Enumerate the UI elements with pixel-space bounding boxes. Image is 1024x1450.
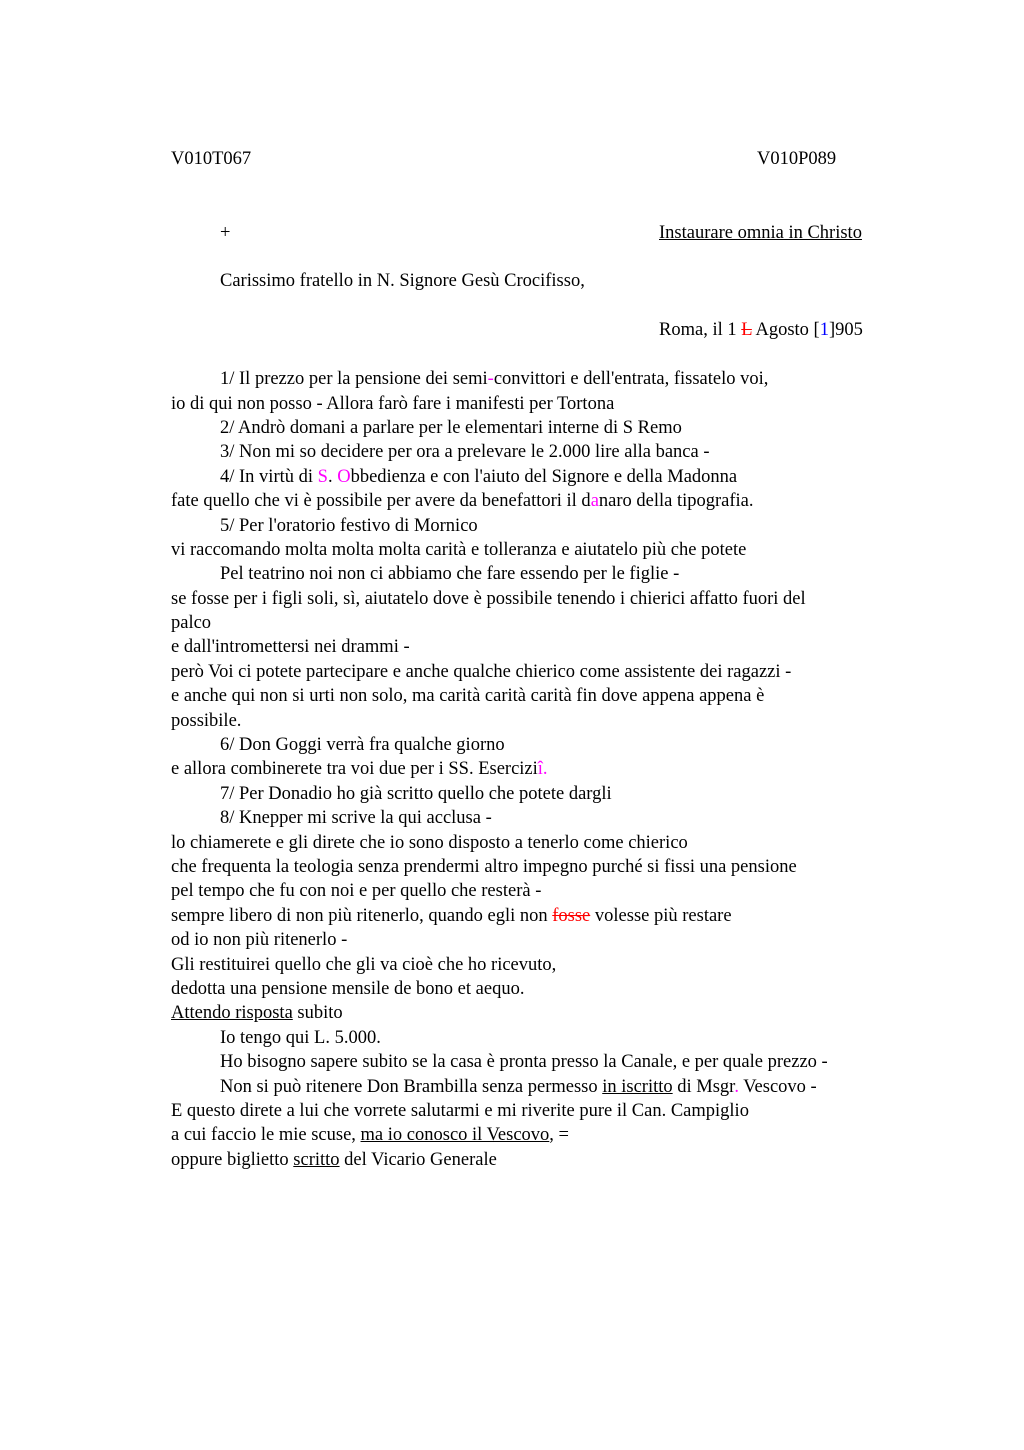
date-inserted: 1 — [819, 320, 829, 340]
body-line — [220, 468, 737, 487]
text-run: Vescovo - — [738, 1077, 817, 1097]
body-line: vi raccomando molta molta molta carità e tolleranza e aiutatelo più che potete — [171, 540, 747, 560]
body-line: 8/ Knepper mi scrive la qui acclusa - — [220, 808, 492, 828]
body-line — [220, 370, 768, 389]
body-line: Ho bisogno sapere subito se la casa è pronta presso la Canale, e per quale prezzo - — [220, 1052, 828, 1072]
body-line — [171, 1004, 343, 1023]
text-run: in iscritto — [602, 1077, 673, 1097]
text-run: a — [590, 491, 599, 511]
body-line: però Voi ci potete partecipare e anche qualche chierico come assistente dei ragazzi - — [171, 662, 792, 682]
text-run: di Msgr — [672, 1077, 735, 1097]
text-run: fate quello che vi è possibile per avere da benefattori il d — [171, 491, 591, 511]
archive-code-right: V010P089 — [757, 149, 837, 169]
text-run: subito — [292, 1003, 343, 1023]
archive-code-left: V010T067 — [171, 149, 252, 169]
cross-mark: + — [220, 223, 231, 243]
text-run: ma io conosco il Vescovo — [360, 1125, 550, 1145]
text-run: Non si può ritenere Don Brambilla senza permesso — [220, 1077, 603, 1097]
body-line: Pel teatrino noi non ci abbiamo che fare essendo per le figlie - — [220, 564, 680, 584]
body-line: Gli restituirei quello che gli va cioè che ho ricevuto, — [171, 955, 557, 975]
body-line: e dall'intromettersi nei drammi - — [171, 637, 410, 657]
body-line: lo chiamerete e gli direte che io sono disposto a tenerlo come chierico — [171, 833, 688, 853]
date-suffix: ]905 — [828, 320, 863, 340]
text-run: S — [317, 467, 328, 487]
body-line — [220, 1078, 817, 1097]
body-line: io di qui non posso - Allora farò fare i manifesti per Tortona — [171, 394, 615, 414]
text-run: sempre libero di non più ritenerlo, quando egli non — [171, 906, 553, 926]
text-run: e allora combinerete tra voi due per i SS. Esercizi — [171, 759, 538, 779]
body-line: possibile. — [171, 711, 242, 731]
body-line — [171, 760, 548, 779]
text-run: oppure biglietto — [171, 1150, 294, 1170]
text-run: scritto — [293, 1150, 340, 1170]
body-line: se fosse per i figli soli, sì, aiutatelo dove è possibile tenendo i chierici affatto fuori del — [171, 589, 806, 609]
text-run: O — [337, 467, 351, 487]
body-line: od io non più ritenerlo - — [171, 930, 348, 950]
date-prefix: Roma, il 1 — [659, 320, 742, 340]
dateline — [659, 321, 863, 340]
body-line: e anche qui non si urti non solo, ma carità carità carità fin dove appena appena è — [171, 686, 765, 706]
body-line: pel tempo che fu con noi e per quello che resterà - — [171, 881, 542, 901]
text-run: bbedienza e con l'aiuto del Signore e della Madonna — [350, 467, 738, 487]
date-deleted: L — [741, 320, 752, 340]
body-line: Io tengo qui L. 5.000. — [220, 1028, 381, 1048]
body-line — [171, 1151, 497, 1170]
text-run: 1/ Il prezzo per la pensione dei semi — [220, 369, 488, 389]
body-line: 6/ Don Goggi verrà fra qualche giorno — [220, 735, 505, 755]
body-line — [171, 907, 732, 926]
body-line: E questo direte a lui che vorrete salutarmi e mi riverite pure il Can. Campiglio — [171, 1101, 749, 1121]
body-line: palco — [171, 613, 212, 633]
text-run: . — [734, 1077, 739, 1097]
body-line: che frequenta la teologia senza prendermi altro impegno purché si fissi una pensione — [171, 857, 797, 877]
body-line: dedotta una pensione mensile de bono et aequo. — [171, 979, 525, 999]
body-line — [171, 1126, 569, 1145]
text-run: Attendo risposta — [171, 1003, 293, 1023]
text-run: convittori e dell'entrata, fissatelo voi, — [493, 369, 769, 389]
body-line: 5/ Per l'oratorio festivo di Mornico — [220, 516, 478, 536]
body-line — [171, 492, 754, 511]
body-line: 7/ Per Donadio ho già scritto quello che potete dargli — [220, 784, 612, 804]
body-line: 3/ Non mi so decidere per ora a prelevare le 2.000 lire alla banca - — [220, 442, 710, 462]
body-line: 2/ Andrò domani a parlare per le elementari interne di S Remo — [220, 418, 682, 438]
text-run: naro della tipografia. — [598, 491, 754, 511]
text-run: . — [327, 467, 338, 487]
text-run: volesse più restare — [590, 906, 732, 926]
text-run: fosse — [552, 906, 591, 926]
text-run: del Vicario Generale — [339, 1150, 497, 1170]
text-run: , = — [549, 1125, 569, 1145]
text-run: 4/ In virtù di — [220, 467, 318, 487]
text-run: a cui faccio le mie scuse, — [171, 1125, 361, 1145]
date-month: Agosto [ — [751, 320, 820, 340]
motto: Instaurare omnia in Christo — [659, 223, 862, 243]
text-run: î. — [537, 759, 548, 779]
text-run: - — [487, 369, 494, 389]
salutation: Carissimo fratello in N. Signore Gesù Crocifisso, — [220, 271, 585, 291]
